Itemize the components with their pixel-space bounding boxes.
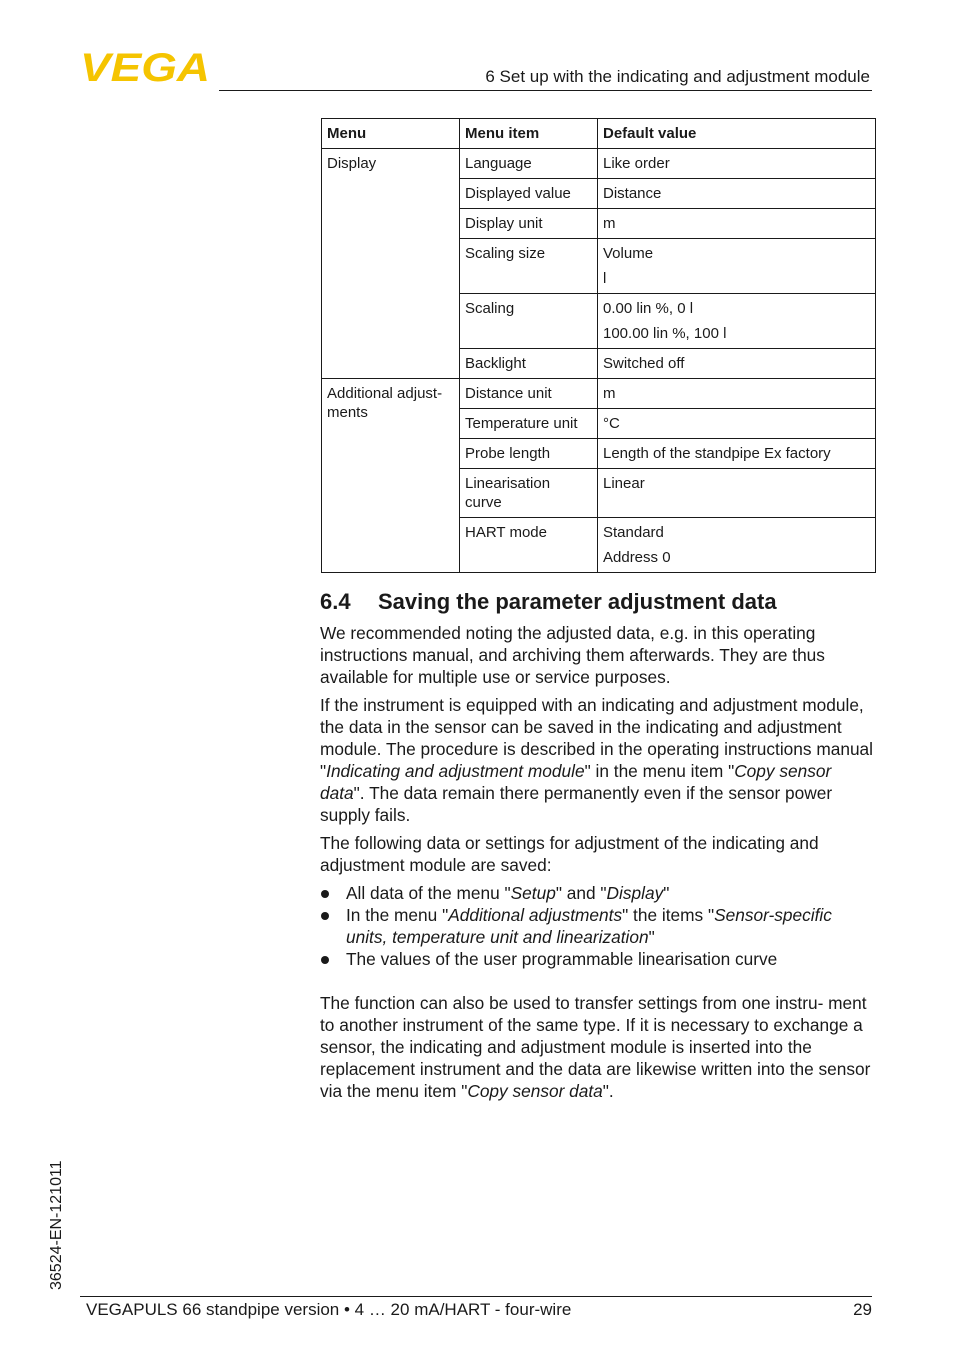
default-values-table (321, 118, 876, 573)
value-line-2: 100.00 lin %, 100 l (603, 325, 727, 342)
paragraph-3: The following data or settings for adjustment of the indicating and adjustment module are saved: (320, 833, 819, 875)
table-header-row (322, 119, 876, 149)
text-run: " in the menu item " (584, 761, 735, 781)
text-run: The function can also be used to transfer settings from one instru- ment to another instrument of the same type. If it is necessary to exchange a sensor, the indicating and adjustment module is inserted into the replacement instrument and the data are likewise written into the sensor via the menu item " (320, 993, 871, 1101)
section-6-4 (320, 588, 876, 1108)
list-item (320, 882, 876, 904)
table-row (322, 379, 876, 409)
italic-run: Display (606, 883, 664, 903)
text-run: ". (602, 1081, 614, 1101)
header-default-value: Default value (598, 119, 876, 149)
default-value-cell: Length of the standpipe Ex factory (598, 439, 876, 469)
list-item (320, 904, 876, 948)
italic-run: Indicating and adjustment module (326, 761, 585, 781)
header-menu-item: Menu item (460, 119, 598, 149)
menu-item-cell: Displayed value (460, 179, 598, 209)
value-line-1: Standard (603, 524, 664, 541)
text-run: " (648, 927, 655, 947)
paragraph-4 (320, 992, 876, 1102)
footer-divider (80, 1296, 872, 1297)
italic-run: Sensor-specific units, temperature unit and linearization (346, 905, 832, 947)
menu-cell: Display (322, 149, 460, 379)
italic-run: Additional adjustments (448, 905, 623, 925)
menu-item-cell: Temperature unit (460, 409, 598, 439)
list-item: The values of the user programmable linearisation curve (320, 948, 876, 970)
menu-item-cell: Display unit (460, 209, 598, 239)
default-value-cell (598, 294, 876, 349)
value-line-1: 0.00 lin %, 0 l (603, 300, 694, 317)
table-row (322, 149, 876, 179)
header-menu: Menu (322, 119, 460, 149)
text-run: ". The data remain there permanently even if the sensor power supply fails. (320, 783, 833, 825)
italic-run: Setup (510, 883, 556, 903)
default-value-cell: m (598, 379, 876, 409)
section-number: 6.4 (320, 589, 351, 614)
value-line-2: Address 0 (603, 549, 671, 566)
default-value-cell (598, 239, 876, 294)
default-value-cell: m (598, 209, 876, 239)
text-run: " the items " (622, 905, 715, 925)
text-run: All data of the menu " (346, 883, 511, 903)
default-value-cell: Distance (598, 179, 876, 209)
default-value-cell: Like order (598, 149, 876, 179)
menu-item-cell: Scaling size (460, 239, 598, 294)
text-run: If the instrument is equipped with an indicating and adjustment module, the data in the sensor can be saved in the indicating and adjustment module. The procedure is described in the operating instructions manual " (320, 695, 873, 781)
saved-data-list (320, 882, 876, 970)
text-run: " and " (555, 883, 607, 903)
section-title: Saving the parameter adjustment data (378, 589, 777, 614)
text-run: " (663, 883, 670, 903)
default-value-cell: Linear (598, 469, 876, 518)
default-value-cell: Switched off (598, 349, 876, 379)
section-heading (320, 588, 876, 616)
header-divider (219, 90, 872, 91)
chapter-title: 6 Set up with the indicating and adjustment module (485, 67, 870, 86)
page-number: 29 (853, 1300, 872, 1319)
menu-item-cell: Scaling (460, 294, 598, 349)
menu-item-cell: Backlight (460, 349, 598, 379)
menu-item-cell: Language (460, 149, 598, 179)
value-line-2: l (603, 270, 607, 287)
italic-run: Copy sensor data (320, 761, 832, 803)
paragraph-1: We recommended noting the adjusted data, e.g. in this operating instructions manual, and archiving them afterwards. They are thus available for multiple use or service purposes. (320, 623, 825, 687)
vega-logo-text: VEGA (80, 50, 210, 84)
vega-logo (80, 50, 212, 84)
default-value-cell (598, 518, 876, 573)
menu-item-cell: Probe length (460, 439, 598, 469)
text-run: In the menu " (346, 905, 449, 925)
document-code: 36524-EN-121011 (48, 1160, 65, 1290)
menu-item-cell: Linearisation curve (460, 469, 598, 518)
paragraph-2 (320, 694, 876, 826)
italic-run: Copy sensor data (467, 1081, 603, 1101)
menu-cell: Additional adjust- ments (322, 379, 460, 573)
default-value-cell: °C (598, 409, 876, 439)
menu-item-cell: HART mode (460, 518, 598, 573)
footer-title: VEGAPULS 66 standpipe version • 4 … 20 mA/HART - four-wire (86, 1300, 572, 1319)
menu-item-cell: Distance unit (460, 379, 598, 409)
value-line-1: Volume (603, 245, 654, 262)
